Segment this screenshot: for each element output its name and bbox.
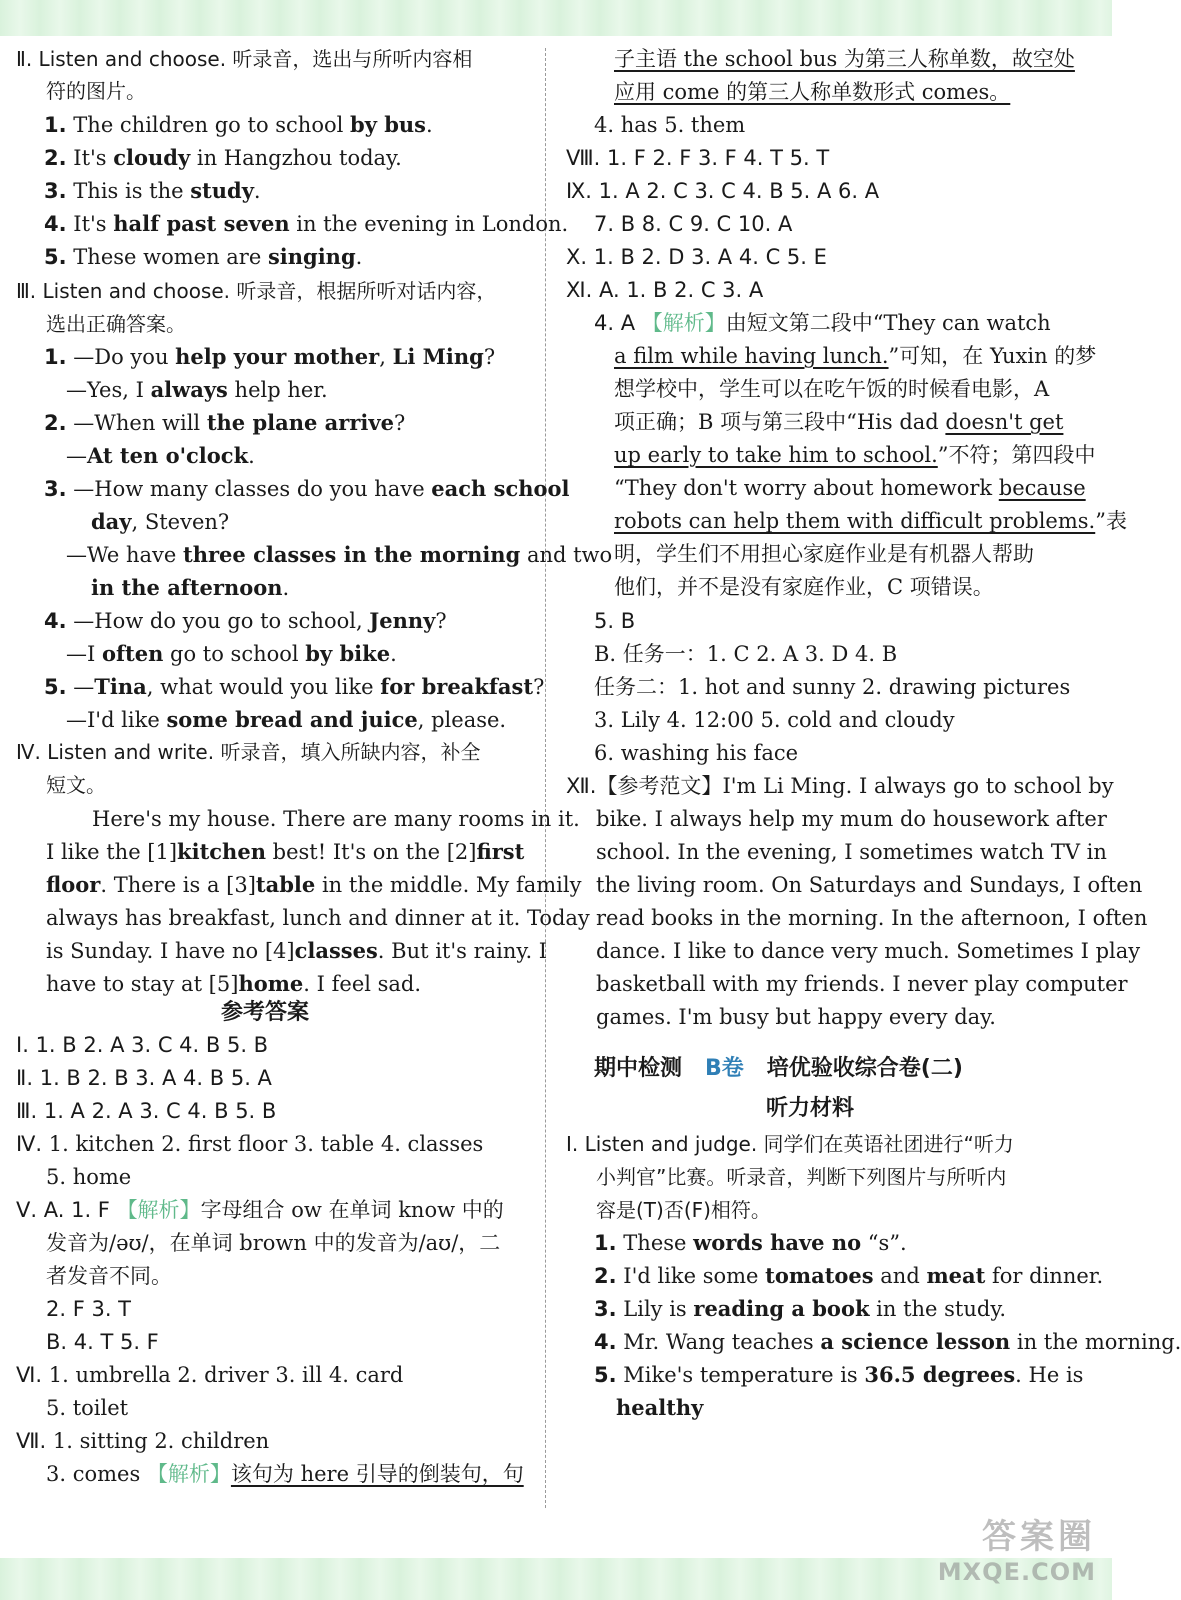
passage-line-5: is Sunday. I have no [4]classes. But it's rainy. I (46, 938, 548, 963)
answer-row-6b: 5. toilet (46, 1396, 129, 1420)
sec2-item-3: 3. This is the study. (44, 178, 261, 203)
explain-11-line-2: a film while having lunch.”可知，在 Yuxin 的梦 (614, 344, 1097, 368)
answer-row-4: Ⅳ. 1. kitchen 2. first floor 3. table 4. classes (16, 1132, 484, 1156)
answer-row-1: Ⅰ. 1. B 2. A 3. C 4. B 5. B (16, 1033, 269, 1057)
answer-row-5-explain-3: 者发音不同。 (46, 1264, 172, 1288)
answer-row-5: Ⅴ. A. 1. F 【解析】字母组合 ow 在单词 know 中的 (16, 1198, 504, 1222)
answer-row-10: Ⅹ. 1. B 2. D 3. A 4. C 5. E (566, 245, 827, 269)
passage-line-4: always has breakfast, lunch and dinner at it. Today (46, 906, 590, 930)
sec3-line-1: 1. —Do you help your mother, Li Ming? (44, 344, 496, 369)
section-4-title-cont: 短文。 (46, 773, 106, 797)
answer-row-5c: 2. F 3. T (46, 1297, 132, 1321)
watermark-logo-text: 答案圈 (982, 1517, 1096, 1557)
answers-heading: 参考答案 (221, 1000, 310, 1025)
answer-row-7: Ⅶ. 1. sitting 2. children (16, 1429, 270, 1453)
answer-row-4b: 5. home (46, 1165, 132, 1189)
sec2-item-4: 4. It's half past seven in the evening in London. (44, 211, 569, 236)
answer-row-11-task1: B. 任务一：1. C 2. A 3. D 4. B (594, 642, 898, 666)
answer-row-11-task2: 任务二：1. hot and sunny 2. drawing pictures (594, 675, 1071, 699)
s1-item-1: 1. These words have no “s”. (594, 1230, 907, 1255)
section-2-title: Ⅱ. Listen and choose. 听录音，选出与所听内容相 (16, 47, 473, 71)
sec3-line-5: 3. —How many classes do you have each school (44, 476, 570, 501)
answer-row-12: Ⅻ.【参考范文】I'm Li Ming. I always go to school by (566, 774, 1114, 798)
explain-11-line-9: 他们，并不是没有家庭作业，C 项错误。 (614, 575, 994, 599)
essay-line-2: school. In the evening, I sometimes watch TV in (596, 840, 1107, 864)
answer-row-7b: 3. comes 【解析】该句为 here 引导的倒装句，句 (46, 1462, 524, 1486)
s1-item-2: 2. I'd like some tomatoes and meat for dinner. (594, 1263, 1104, 1288)
answer-row-11-task2c: 6. washing his face (594, 741, 799, 765)
answer-row-11: Ⅺ. A. 1. B 2. C 3. A (566, 278, 764, 302)
answer-row-2: Ⅱ. 1. B 2. B 3. A 4. B 5. A (16, 1066, 272, 1090)
explain-11-line-8: 明，学生们不用担心家庭作业是有机器人帮助 (614, 542, 1034, 566)
sec2-item-5: 5. These women are singing. (44, 244, 363, 269)
listening-heading: 听力材料 (766, 1096, 855, 1121)
answer-row-9: Ⅸ. 1. A 2. C 3. C 4. B 5. A 6. A (566, 179, 880, 203)
sec3-line-6: day, Steven? (91, 509, 230, 534)
section-3-title-cont: 选出正确答案。 (46, 312, 186, 336)
sec2-item-2: 2. It's cloudy in Hangzhou today. (44, 145, 402, 170)
answer-row-9b: 7. B 8. C 9. C 10. A (594, 212, 793, 236)
answer-row-11-q5: 5. B (594, 609, 636, 633)
explain-11-line-5: up early to take him to school.”不符；第四段中 (614, 443, 1096, 467)
s1-title-cont-2: 容是(T)否(F)相符。 (596, 1198, 771, 1222)
passage-line-1: Here's my house. There are many rooms in it. (92, 807, 580, 831)
watermark-url: MXQE.COM (937, 1558, 1096, 1586)
passage-line-6: have to stay at [5]home. I feel sad. (46, 971, 422, 996)
section-4-title: Ⅳ. Listen and write. 听录音，填入所缺内容，补全 (16, 740, 481, 764)
answer-row-5d: B. 4. T 5. F (46, 1330, 159, 1354)
explain-11-line-4: 项正确；B 项与第三段中“His dad doesn't get (614, 410, 1064, 434)
site-watermark (938, 1509, 1096, 1586)
explain-11-line-6: “They don't worry about homework because (614, 476, 1086, 500)
answer-row-11-task2b: 3. Lily 4. 12:00 5. cold and cloudy (594, 708, 955, 732)
answer-row-5-explain-2: 发音为/əʊ/，在单词 brown 中的发音为/aʊ/，二 (46, 1231, 501, 1255)
answer-row-6: Ⅵ. 1. umbrella 2. driver 3. ill 4. card (16, 1363, 404, 1387)
top-decorative-band (0, 0, 1112, 36)
essay-line-6: basketball with my friends. I never play computer (596, 972, 1128, 996)
sec3-line-7: —We have three classes in the morning and two (66, 542, 613, 567)
midterm-title: 期中检测 B卷 培优验收综合卷(二) (594, 1056, 963, 1081)
explain-cont-2: 应用 come 的第三人称单数形式 comes。 (614, 80, 1011, 104)
section-2-title-cont: 符的图片。 (46, 79, 146, 103)
essay-line-3: the living room. On Saturdays and Sundays, I often (596, 873, 1143, 897)
section-3-title: Ⅲ. Listen and choose. 听录音，根据所听对话内容， (16, 279, 497, 303)
sec3-line-12: —I'd like some bread and juice, please. (66, 707, 507, 732)
explain-11-line-3: 想学校中，学生可以在吃午饭的时候看电影，A (614, 377, 1050, 401)
s1-item-5-cont: healthy (616, 1395, 704, 1420)
b-paper-badge: B卷 (705, 1056, 744, 1081)
sec3-line-10: —I often go to school by bike. (66, 641, 397, 666)
essay-line-5: dance. I like to dance very much. Sometimes I play (596, 939, 1141, 963)
sec3-line-2: —Yes, I always help her. (66, 377, 328, 402)
s1-title: Ⅰ. Listen and judge. 同学们在英语社团进行“听力 (566, 1132, 1014, 1156)
sec3-line-9: 4. —How do you go to school, Jenny? (44, 608, 447, 633)
explain-11-line-7: robots can help them with difficult problems.”表 (614, 509, 1127, 533)
s1-item-4: 4. Mr. Wang teaches a science lesson in the morning. (594, 1329, 1181, 1354)
sec2-item-1: 1. The children go to school by bus. (44, 112, 433, 137)
essay-line-7: games. I'm busy but happy every day. (596, 1005, 996, 1029)
essay-line-1: bike. I always help my mum do housework after (596, 807, 1107, 831)
sec3-line-8: in the afternoon. (91, 575, 290, 600)
explain-cont-1: 子主语 the school bus 为第三人称单数，故空处 (614, 47, 1075, 71)
sec3-line-4: —At ten o'clock. (66, 443, 255, 468)
column-divider (545, 48, 546, 1508)
answer-row-8: Ⅷ. 1. F 2. F 3. F 4. T 5. T (566, 146, 830, 170)
answer-row-7c: 4. has 5. them (594, 113, 746, 137)
s1-item-5: 5. Mike's temperature is 36.5 degrees. He is (594, 1362, 1084, 1387)
sec3-line-3: 2. —When will the plane arrive? (44, 410, 406, 435)
s1-item-3: 3. Lily is reading a book in the study. (594, 1296, 1007, 1321)
passage-line-3: floor. There is a [3]table in the middle. My family (46, 872, 582, 897)
passage-line-2: I like the [1]kitchen best! It's on the [2]first (46, 839, 525, 864)
essay-line-4: read books in the morning. In the afternoon, I often (596, 906, 1148, 930)
s1-title-cont-1: 小判官”比赛。听录音，判断下列图片与所听内 (596, 1165, 1007, 1189)
sec3-line-11: 5. —Tina, what would you like for breakfast? (44, 674, 545, 699)
answer-row-3: Ⅲ. 1. A 2. A 3. C 4. B 5. B (16, 1099, 277, 1123)
answer-row-11-q4: 4. A 【解析】由短文第二段中“They can watch (594, 311, 1051, 335)
